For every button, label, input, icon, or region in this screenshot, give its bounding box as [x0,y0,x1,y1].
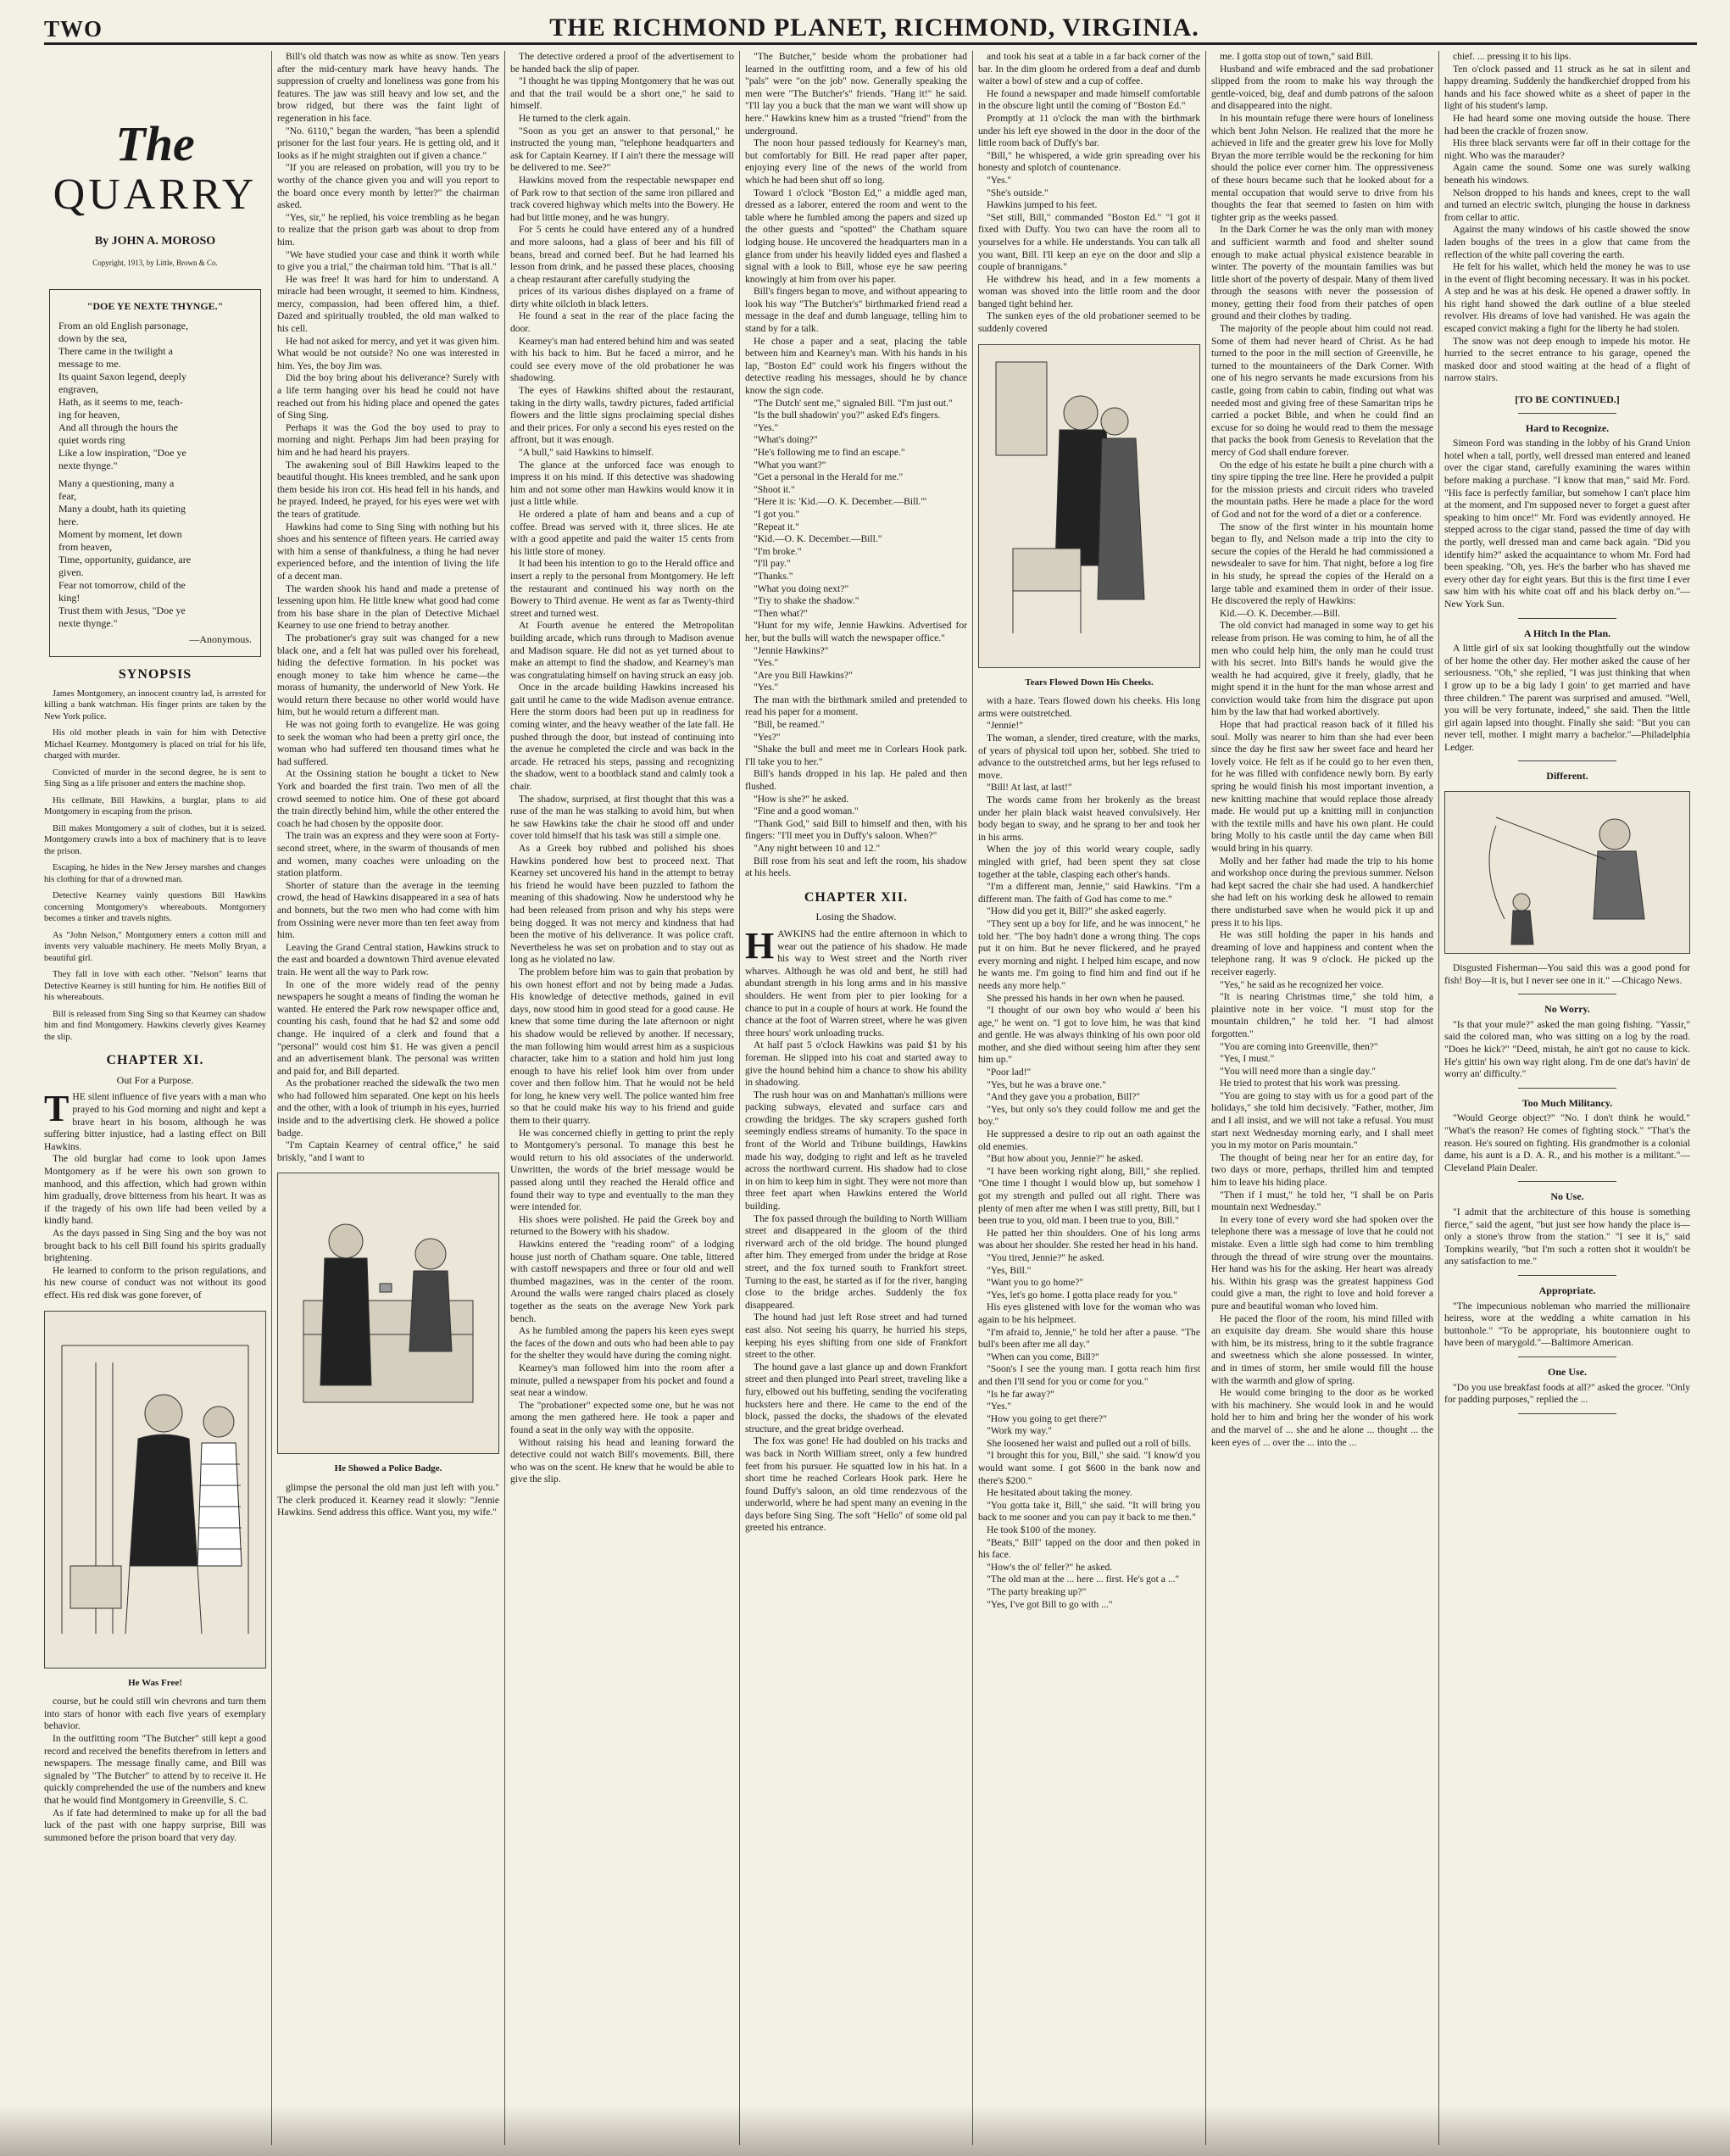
paragraph: In the outfitting room "The Butcher" still kept a good record and received the benefits therefrom in letters and newspapers. The message finally came, and Bill was signaled by "The Butcher" to attend by to receive it. He quickly comprehended the use of the numbers and knew that he would find Montgomery in Greenville, S. C. [44,1732,266,1806]
paragraph: Bill rose from his seat and left the room, his shadow at his heels. [745,855,967,879]
paragraph: Bill is released from Sing Sing so that Kearney can shadow him and find Montgomery. Hawkins cleverly gives Kearney the slip. [44,1009,266,1042]
paragraph: "Yes." [754,682,779,694]
paragraph: "I'm Captain Kearney of central office," he said briskly, "and I want to [277,1139,499,1163]
paragraph: Hawkins entered the "reading room" of a lodging house just north of Chatham square. One table, littered with castoff newspapers and three or four old and well thumbed magazines, was in the center of the room. Around the walls were ranged chairs placed as closely together as the seats on the average New York park bench. [510,1239,734,1324]
paragraph: "You will need more than a single day." [1220,1065,1376,1077]
poem-line: Its quaint Saxon legend, deeply [58,370,186,383]
paragraph: In one of the more widely read of the penny newspapers he sought a means of finding the woman he wanted. He entered the Park row newspaper office and, counting his cash, found that he had $2 and some odd change. He inquired of a clerk and found that a "personal" would cost him $1. He was given a pencil and an advertisement blank. The personal was written and paid for, and Bill departed. [277,978,499,1077]
paragraph: "Bill! At last, at last!" [987,782,1072,794]
paragraph: "The Dutch' sent me," signaled Bill. "I'm just out." [754,397,953,409]
paragraph: The woman, a slender, tired creature, with the marks, of years of physical toil upon her, sobbed. She tried to advance to the outstretched arms, but her legs refused to move. [978,733,1200,781]
paragraph: "It is nearing Christmas time," she told him, a plaintive note in her voice. "I must stop for the mountain children," he told her. "I had almost forgotten." [1211,991,1433,1039]
page-edge-shadow [0,2105,1730,2156]
paragraph: "Yes, sir," he replied, his voice trembling as he began to realize that the prison garb was about to drop from him. [277,211,499,248]
paragraph: "Want you to go home?" [987,1277,1084,1289]
short-item-text: "I admit that the architecture of this house is something fierce," said the agent, "but just see how handy the place is—only a stone's throw from the station." "I see it is," said Tompkins wearily, "but I'm such a rotten shot it wouldn't be any satisfaction to me." [1444,1206,1690,1267]
short-item-heading: Appropriate. [1538,1284,1596,1296]
poem-line: Fear not tomorrow, child of the [58,579,186,592]
paragraph: He found a seat in the rear of the place facing the door. [510,310,734,335]
paragraph: Against the many windows of his castle showed the snow laden boughs of the trees in a glow that came from the reflection of the white pall covering the earth. [1444,224,1690,260]
paragraph: me. I gotta stop out of town," said Bill. [1220,51,1373,62]
paragraph: The warden shook his hand and made a pretense of lessening upon him. He little knew what good had come from his base share in the plan of Detective Michael Kearney to use one friend to betray another. [277,582,499,632]
paragraph: Bill's fingers began to move, and without appearing to look his way "The Butcher's" birthmarked friend read a message in the deaf and dumb language, telling him to stand by for a talk. [745,286,967,335]
paragraph: Hawkins had come to Sing Sing with nothing but his shoes and his sentence of fifteen years. He carried away with him a sense of thankfulness, a thing he had never experienced before, and the intention of living the life of a decent man. [277,521,499,582]
paragraph: "Thank God," said Bill to himself and then, with his fingers: "I'll meet you in Duffy's saloon. When?" [745,817,967,842]
paragraph: He was still holding the paper in his hands and dreaming of love and happiness and content when the telephone rang. It was 9 o'clock. He picked up the receiver eagerly. [1211,929,1433,978]
serial-title: QUARRY [53,170,258,219]
poem-line: Hath, as it seems to me, teach- [58,396,183,409]
short-item-heading: No Use. [1550,1190,1584,1203]
paragraph: "I brought this for you, Bill," she said. "I know'd you would want some. I got $600 in the bank now and there's $200." [978,1450,1200,1486]
paragraph: The fox passed through the building to North William street and disappeared in the gloom of the third riverward arch of the old bridge. The hound plunged after him. They emerged from under the bridge at Rose street, and the fox turned south to Frankfort street. Turning to the east, he started as if for the river, hanging close to the bridge arches. Suddenly the fox disappeared. [745,1212,967,1311]
paragraph: "And they gave you a probation, Bill?" [987,1091,1141,1103]
paragraph: Without raising his head and leaning forward the detective could not watch Bill's movements. Bill, there who was on the scent. He knew that he would be able to give the slip. [510,1436,734,1485]
paragraph: "The party breaking up?" [987,1586,1087,1597]
prison-scene-illustration [45,1312,265,1668]
paragraph: Shorter of stature than the average in the teeming crowd, the head of Hawkins disappeared in a sea of hats and bonnets, but the two men who had come with him from Ossining were never more than ten feet away from him. [277,879,499,941]
paragraph: "Yes." [987,174,1012,186]
fisherman-cartoon [1444,791,1690,954]
paragraph: "Yes?" [754,731,781,743]
paragraph: He withdrew his head, and in a few moments a woman was shoved into the little room and the door banged tight behind her. [978,273,1200,309]
column-1 [44,51,266,2145]
paragraph: At the Ossining station he bought a ticket to New York and boarded the first train. Two men of all the crowd seemed to notice him. One of these got aboard the train directly behind him, while the other entered the coach he had chosen by the opposite door. [277,768,499,829]
paragraph: Hawkins jumped to his feet. [987,199,1098,211]
column-5-text-bottom [978,695,1200,1611]
paragraph: "Jennie!" [987,720,1023,732]
paragraph: "The old man at the ... here ... first. He's got a ..." [987,1574,1180,1585]
poem-line: And all through the hours the [58,421,178,434]
paragraph: "Yes, I must." [1220,1053,1275,1065]
illustration-caption-1: He Was Free! [128,1677,182,1688]
poem-line: From an old English parsonage, [58,320,188,332]
paragraph: "Then what?" [754,607,808,619]
paragraph: "You gotta take it, Bill," she said. "It will bring you back to me sooner and you can pay it back to me then." [978,1499,1200,1524]
paragraph: "He's following me to find an escape." [754,447,905,458]
poem-line: nexte thynge." [58,617,118,630]
poem-line: Many a questioning, many a [58,477,175,490]
paragraph: "No. 6110," began the warden, "has been a splendid prisoner for the last four years. He is getting old, and it looks as if he might straighten out if given a chance." [277,125,499,161]
poem-line: Trust them with Jesus, "Doe ye [58,604,186,617]
paragraph: At Fourth avenue he entered the Metropolitan building arcade, which runs through to Madison avenue and Madison square. He did not as yet turned about to make an attempt to find the shadow, and Kearney's man was congratulating himself on having struck an easy job. [510,620,734,681]
paragraph: As if fate had determined to make up for all the bad luck of the past with one happy surprise, Bill was summoned before the prison board that very day. [44,1807,266,1843]
paragraph: Leaving the Grand Central station, Hawkins struck to the east and boarded a downtown Third avenue elevated train. He went all the way to Park row. [277,941,499,978]
column-rule [271,51,272,2145]
column-6-text [1211,51,1433,1449]
poem-line: here. [58,515,79,528]
paragraph: "Hunt for my wife, Jennie Hawkins. Advertised for her, but the bulls will watch the newspaper office." [745,620,967,643]
paragraph: Convicted of murder in the second degree, he is sent to Sing Sing as a life prisoner and enters the machine shop. [44,767,266,789]
paragraph: chief. ... pressing it to his lips. [1453,51,1571,62]
chapter-12-text [745,1039,967,1535]
poem-line: message to me. [58,358,121,370]
paragraph: He suppressed a desire to rip out an oath against the old enemies. [978,1128,1200,1152]
illustration-caption-3: Tears Flowed Down His Cheeks. [1025,677,1154,688]
poem-box [49,289,261,657]
paragraph: Bill's old thatch was now as white as snow. Ten years after the mid-century mark have heavy hands. The suppression of cruelty and loneliness was gone from his features. The jaw was still heavy and low set, and the brow ridged, but there was the faint light of regeneration in his face. [277,51,499,124]
paragraph: "Thanks." [754,570,793,582]
paragraph: As "John Nelson," Montgomery enters a cotton mill and invents very valuable machinery. He meets Molly Bryan, a beautiful girl. [44,930,266,963]
paragraph: "Any night between 10 and 12." [754,843,881,854]
paragraph: "Then if I must," he told her, "I shall be on Paris mountain next Wednesday." [1211,1189,1433,1213]
paragraph: The noon hour passed tediously for Kearney's man, but comfortably for Bill. He read paper after paper, enjoying every line of the news of the world from which he had been shut off so long. [745,137,967,186]
illustration-he-was-free [44,1311,266,1669]
paragraph: The thought of being near her for an entire day, for two days or more, perhaps, thrilled him and tempted him to leave his hiding place. [1211,1151,1433,1189]
paragraph: He patted her thin shoulders. One of his long arms was about her shoulder. She rested her head in his hand. [978,1227,1200,1251]
column-3-text [510,51,734,1486]
page-number: TWO [44,16,103,42]
paragraph: In the Dark Corner he was the only man with money and sufficient warmth and food and shelter sound enough to make actual physical existence bearable in winter. The poverty of the mountain families was but little short of the poverty of despair. Many of them lived through the seasons with never the possession of money, getting their food from their patches of open ground and their clothes by trading. [1211,224,1433,322]
paragraph: Molly and her father had made the trip to his home and workshop once during the previous summer. Nelson had kept sacred the chair she had used. A handkerchief she had left on his working desk he allowed to remain there undisturbed save when he would pick it up and press it to his lips. [1211,855,1433,928]
poem-line: Time, opportunity, guidance, are [58,554,192,566]
paragraph: "She's outside." [987,187,1049,198]
paragraph: For 5 cents he could have entered any of a hundred and more saloons, had a glass of beer and his fill of beans, bread and corned beef. But he had learned his lesson from drink, and he passed these places, choosing a cheap restaurant after carefully studying the [510,224,734,285]
paragraph: "Yes, but he was a brave one." [987,1078,1106,1090]
paragraph: The snow of the first winter in his mountain home began to fly, and Nelson made a trip into the city to secure the copies of the Herald he had commissioned a newsdealer to save for him. That night, before a log fire in his study, he spread the copies of the Herald on a large table and examined them in order of their issue. He discovered the reply of Hawkins: [1211,521,1433,607]
paragraph: When the joy of this world weary couple, sadly mingled with grief, had been spent they sat close together at the table, clasping each other's hands. [978,844,1200,880]
paragraph: The old burglar had come to look upon James Montgomery as if he were his own son grown to manhood, and this affection, which had grown within him gradually, drove bitterness from his heart. It was as if the tragedy of his own life had been veiled by a kindly hand. [44,1153,266,1227]
poem-title: "DOE YE NEXTE THYNGE." [86,300,224,313]
paragraph: He was concerned chiefly in getting to print the reply to Montgomery's personal. To manage this best he would return to his old associates of the underworld. Unwritten, the words of the brief message would be passed along until they reached the Herald office and found their way to type and eventually to the man they were intended for. [510,1127,734,1213]
paragraph: Nelson dropped to his hands and knees, crept to the wall and turned an electric switch, plunging the house in darkness from cellar to attic. [1444,187,1690,223]
column-rule [1438,51,1439,2145]
byline: By JOHN A. MOROSO [94,235,216,248]
paragraph: "Get a personal in the Herald for me." [754,471,904,483]
column-5-text-top [978,51,1200,336]
paragraph: "Yes, but only so's they could follow me and get the boy." [978,1103,1200,1128]
short-item-text: "The impecunious nobleman who married the millionaire heiress, wore at the wedding a white carnation in his buttonhole." "To be appropriate, his boutonniere ought to have been of marygold."—Baltimore American. [1444,1300,1690,1349]
drop-cap: H [745,924,775,967]
paragraph: "Repeat it." [754,521,799,532]
paragraph: "Jennie Hawkins?" [754,644,829,656]
paragraph: The old convict had managed in some way to get his release from prison. He was coming to him, he of all the men who could help him, the only man he could trust with his secret. Into Bill's hands he would give the wealth he had acquired, give it freely, gladly, that he might spend it in the hunt for the man whose arrest and conviction would take from him the disgrace put upon him by the law that had worked abortively. [1211,620,1433,718]
paragraph: The hound had just left Rose street and had turned east also. Not seeing his quarry, he hurried his steps, keeping his eyes shifting from one side of Frankfort street to the other. [745,1312,967,1361]
paragraph: He found a newspaper and made himself comfortable in the obscure light until the coming of "Boston Ed." [978,87,1200,112]
paragraph: On the edge of his estate he built a pine church with a tiny spire tipping the tree line. Here he provided a pulpit for the mission priests and circuit riders who traveled the mountain paths. Here he made a place for the word of God and not for the word of a diet or a conference. [1211,459,1433,520]
chapter-11-text [44,1153,266,1301]
column-4-text [745,51,967,880]
column-5 [978,51,1200,2145]
column-rule [1205,51,1206,2145]
paragraph: Escaping, he hides in the New Jersey marshes and changes his clothing for that of a drowned man. [44,863,266,884]
paragraph: He would come bringing to the door as he worked with his machinery. She would look in and he would hold her to him and bring her the wonder of his work and the marvel of ... she and he alone ... thought ... the keen eyes of ... over the ... into the ... [1211,1387,1433,1448]
poem-line: quiet words ring [58,434,125,447]
paragraph: "Bill," he whispered, a wide grin spreading over his honesty and splotch of countenance. [978,149,1200,174]
column-7 [1444,51,1690,2145]
paragraph: "Work my way." [987,1425,1053,1437]
poem-line: ing for heaven, [58,409,120,421]
paragraph: course, but he could still win chevrons and turn them into stars of honor with each five years of exemplary behavior. [44,1696,266,1732]
paragraph: The fox was gone! He had doubled on his tracks and was back in North William street, only a few hundred feet from his pursuer. He squatted low in his hat. In a short time he reached Corlears Hook park. Here he found Duffy's saloon, an old time rendezvous of the underworld, where he had spent many an evening in the days before Sing Sing. The soft "Hello" of some old pal greeted his entrance. [745,1435,967,1534]
paragraph: "Soon's I see the young man. I gotta reach him first and then I'll send for you or come for you." [978,1363,1200,1387]
paragraph: The hound gave a last glance up and down Frankfort street and then plunged into Pearl street, traveling like a fury, elbowed out his buffeting, sending the vociferating hucksters here and there. He came to the end of the block, passed the docks, the shadows of the elevated structure, and the great bridge overhead. [745,1361,967,1435]
paragraph: "Yes." [754,657,779,669]
paragraph: He took $100 of the money. [987,1524,1097,1536]
paragraph: "How's the ol' feller?" he asked. [987,1561,1113,1573]
paragraph: Kearney's man had entered behind him and was seated with his back to him. But he faced a mirror, and he could see every move of the old probationer he was shadowing. [510,335,734,384]
short-item-text: "Would George object?" "No. I don't think he would." "What's the reason? He comes of fighting stock." "That's the reason. He's soured on fighting. His grandmother is a colonial dame, his aunt is a D. A. R., and his mother is a militant."—Cleveland Plain Dealer. [1444,1112,1690,1173]
short-item-text: "Do you use breakfast foods at all?" asked the grocer. "Only for padding purposes," replied the ... [1444,1381,1690,1406]
paragraph: The "probationer" expected some one, but he was not among the men gathered here. He took a paper and found a seat in the only way with the opposite. [510,1399,734,1435]
paragraph: "What you doing next?" [754,582,849,594]
paragraph: The shadow, surprised, at first thought that this was a ruse of the man he was stalking to avoid him, but when he saw Hawkins take the chair he stood off and under cover told himself that his task was still a simple one. [510,793,734,842]
paragraph: As the days passed in Sing Sing and the boy was not brought back to his cell Bill found his spirits gradually brightening. [44,1228,266,1264]
paragraph: As a Greek boy rubbed and polished his shoes Hawkins pondered how best to proceed next. That Kearney set uncovered his hand in the attempt to betray his friend he would have been puzzled to fathom the meaning of this shadowing. Now he understood why he had been released from prison and why his steps were being dogged. It was not mercy and kindness that had been the motive of his deliverance. It was police craft. Nevertheless he was set on probation and to stay out as long as he violated no law. [510,843,734,966]
paragraph: "Set still, Bill," commanded "Boston Ed." "I got it fixed with Duffy. You two can have the room all to yourselves for a while. He understands. You can talk all you want, Bill. I'll keep an eye on the door and slip a couple of brannigans." [978,211,1200,273]
short-item-text: Simeon Ford was standing in the lobby of his Grand Union hotel when a tall, portly, well dressed man entered and leaned over the cigar stand, carefully examining the wares within before making a purchase. "I know that man," said Mr. Ford. "His face is perfectly familiar, but somehow I can't place him at the moment, and I'm supposed never to forget a guest after speaking to him once!" Mr. Ford was evidently annoyed. He stepped across to the cigar stand, passed the time of day with the portly, well dressed man and came back again. "Did you identify him?" asked the acquaintance to whom Mr. Ford had been speaking. "Oh, yes. He's the barber who has shaved me every other day for eight years. But this is the first time I ever saw him with his white coat off and his black derby on."—New York Sun. [1444,437,1690,610]
paragraph: His cellmate, Bill Hawkins, a burglar, plans to aid Montgomery in escaping from the prison. [44,795,266,817]
paragraph: "Yes," he said as he recognized her voice. [1220,978,1384,990]
paragraph: Detective Kearney vainly questions Bill Hawkins concerning Montgomery's whereabouts. Montgomery becomes a tinker and travels nights. [44,891,266,924]
embrace-scene-illustration [979,345,1199,667]
chapter-11-subheading: Out For a Purpose. [116,1073,194,1086]
short-item-text: A little girl of six sat looking thoughtfully out the window of her home the other day. Her mother asked the cause of her seriousness. "Oh," she replied, "I was just thinking that when I grow up to be a big lady I goin' to get married and have three children." The parent was surprised and amused. "Well, you will be very fortunate, indeed," she said. Then the little girl again lapsed into thought. Finally she said: "But you can never tell, mother. I might marry a bachelor."—Philadelphia Ledger. [1444,643,1690,753]
poem-line: fear, [58,490,77,503]
paragraph: Kearney's man followed him into the room after a minute, pulled a newspaper from his pocket and found a seat near a window. [510,1362,734,1399]
paragraph: "They sent up a boy for life, and he was innocent," he told her. "The boy hadn't done a wrong thing. The cops put it on him. But he never flickered, and he prayed every morning and night. I helped him escape, and now he wants me. I'm going to find him and find out if he needs any more help." [978,917,1200,991]
paragraph: The snow was not deep enough to impede his motor. He hurried to the secret entrance to his garage, opened the masked door and stood waiting at the head of a flight of narrow stairs. [1444,335,1690,384]
newspaper-title: THE RICHMOND PLANET, RICHMOND, VIRGINIA. [549,14,1199,42]
chapter-11-first-paragraph: HE silent influence of five years with a man who prayed to his God morning and night and kept a brave heart in his bosom, although he was suffering bitter injustice, had a lasting effect on Bill Hawkins. [44,1091,266,1152]
paragraph: He tried to protest that his work was pressing. [1220,1078,1400,1089]
paragraph: and took his seat at a table in a far back corner of the bar. In the dim gloom he ordered from a deaf and dumb waiter a bowl of stew and a cup of coffee. [978,51,1200,87]
short-item-text: "Is that your mule?" asked the man going fishing. "Yassir," said the colored man, who was sitting on a log by the road. "Does he kick?" "Deed, mistah, he ain't got no cause to kick. He's gittin' his own way right along. I'm de one dat's havin' de worry an' difficulty." [1444,1018,1690,1080]
paragraph: Hawkins moved from the respectable newspaper end of Park row to that section of the same iron pillared and track covered highway which melts into the Bowery. He had but little money, and he was hungry. [510,174,734,223]
paragraph: Hope that had practical reason back of it filled his soul. Molly was nearer to him than she had ever been since the day he first saw her sweet face and heard her lovely voice. He felt as if he could go to her even then, for he was filled with confidence newly born. By early spring he would finish his most important invention, a new knitting machine that would replace those already made. He would put up a knitting mill in conjunction with the textile mills and have his own plant. He could bring Molly to his castle until the day came when Bill would bring in his quarry. [1211,719,1433,854]
paragraph: He hesitated about taking the money. [987,1487,1132,1499]
paragraph: "Yes." [987,1401,1012,1412]
paragraph: Ten o'clock passed and 11 struck as he sat in silent and happy dreaming. Suddenly the handkerchief dropped from his hands and his face showed white as a sheet of paper in the light of his student's lamp. [1444,63,1690,112]
paragraph: They fall in love with each other. "Nelson" learns that Detective Kearney is still hunting for him. He notifies Bill of his whereabouts. [44,970,266,1003]
paragraph: He had heard some one moving outside the house. There had been the crackle of frozen snow. [1444,112,1690,136]
paragraph: The detective ordered a proof of the advertisement to be handed back the slip of paper. [510,51,734,75]
short-item-heading: Too Much Militancy. [1521,1096,1613,1109]
paragraph: Again came the sound. Some one was surely walking beneath his windows. [1444,162,1690,186]
paragraph: "Poor lad!" [987,1067,1032,1078]
paragraph: "I have been working right along, Bill," she replied. "One time I thought I would blow up, but somehow I got my strength and pulled out all right. There was plenty of men after me when I was still pretty, Bill, but I been true to you, old man. I been true to you, Bill." [978,1165,1200,1227]
paragraph: She pressed his hands in her own when he paused. [987,992,1185,1004]
short-item-heading: A Hitch In the Plan. [1523,627,1611,639]
paragraph: "How you going to get there?" [987,1412,1107,1424]
paragraph: He chose a paper and a seat, placing the table between him and Kearney's man. With his hands in his lap, "Boston Ed" could work his fingers without the detective reading his messages, should he by chance know the sign code. [745,335,967,397]
poem-line: Many a doubt, hath its quieting [58,503,186,515]
paragraph: Toward 1 o'clock "Boston Ed," a middle aged man, dressed as a laborer, entered the room and went to the table where he fumbled among the papers and sized up the other guests and "spotted" the Chatham square lodging house. He uncovered the headquarters man in a glance from under his heavily lidded eyes and flashed a signal with a look to Bill, whose eye he saw peering knowingly at him from over his paper. [745,187,967,285]
paragraph: "I'm broke." [754,545,802,557]
short-item-heading: No Worry. [1544,1003,1590,1016]
column-6 [1211,51,1433,2145]
serial-title-the: The [115,116,195,171]
paragraph: "Shoot it." [754,483,795,495]
paragraph: "Try to shake the shadow." [754,595,859,607]
paragraph: Promptly at 11 o'clock the man with the birthmark under his left eye showed in the door in the door of the little room back of Duffy's bar. [978,112,1200,149]
paragraph: It had been his intention to go to the Herald office and insert a reply to the personal from Montgomery. He left the restaurant and continued his way north on the Bowery to Third avenue. He went as far as Twenty-third street and turned west. [510,558,734,619]
paragraph: "Here it is: 'Kid.—O. K. December.—Bill.'" [754,496,927,508]
paragraph: "How is she?" he asked. [754,793,849,805]
paragraph: His shoes were polished. He paid the Greek boy and returned to the Bowery with his shadow. [510,1213,734,1238]
paragraph: His three black servants were far off in their cottage for the night. Who was the marauder? [1444,137,1690,161]
paragraph: "You are coming into Greenville, then?" [1220,1040,1378,1052]
poem-line: Like a low inspiration, "Doe ye [58,447,186,460]
short-item-heading: Hard to Recognize. [1525,421,1610,434]
paragraph: Once in the arcade building Hawkins increased his gait until he came to the wide Madison avenue entrance. Here the storm doors had been put up in readiness for coming winter, and the heavy weather of the late fall. He pushed through the door, but instead of continuing into the avenue he completed the circle and was back in the arcade. He retraced his steps, passing and recognizing the shadow, went to a bootblack stand and calmly took a chair. [510,682,734,793]
paragraph: The train was an express and they were soon at Forty-second street, where, in the swarm of thousands of men and women, many coaches were unloading on the station platform. [277,830,499,879]
poem-line: nexte thynge." [58,460,118,472]
paragraph: "You tired, Jennie?" he asked. [987,1251,1105,1263]
paragraph: "Is he far away?" [987,1388,1054,1400]
paragraph: "You are going to stay with us for a good part of the holidays," she told him decisively. "Father, mother, Jim and I all insist, and we will not take a refusal. You must start next Wednesday morning early, and I shall meet you in my motor on Paris mountain." [1211,1089,1433,1151]
paragraph: He was not going forth to evangelize. He was going to seek the woman who had been a pretty girl once, the woman who had suffered ten thousand times what he had suffered. [277,719,499,767]
paragraph: "When can you come, Bill?" [987,1351,1099,1362]
paragraph: "I got you." [754,508,800,520]
illustration-police-badge [277,1173,499,1454]
poem-line: There came in the twilight a [58,345,173,358]
synopsis-heading: SYNOPSIS [118,667,192,682]
paragraph: "But how about you, Jennie?" he asked. [987,1153,1143,1165]
paragraph: "If you are released on probation, will you try to be worthy of the chance given you and will you report to the board once every month by letter?" the chairman asked. [277,162,499,211]
poem-author: —Anonymous. [189,633,252,646]
paragraph: with a haze. Tears flowed down his cheeks. His long arms were outstretched. [978,695,1200,719]
short-item-heading: One Use. [1548,1365,1587,1378]
paragraph: Perhaps it was the God the boy used to pray to morning and night. Perhaps Jim had been praying for him and he had heard his prayers. [277,421,499,458]
paragraph: He ordered a plate of ham and beans and a cup of coffee. Bread was served with it, three slices. He ate with a good appetite and paid the waiter 15 cents from his little store of money. [510,508,734,557]
column-rule [739,51,740,2145]
paragraph: At half past 5 o'clock Hawkins was paid $1 by his foreman. He slipped into his coat and started away to give the hound behind him a chance to show his ability in shadowing. [745,1039,967,1089]
copyright-notice: Copyright, 1913, by Little, Brown & Co. [92,258,218,267]
paragraph: "Bill, be reamed." [754,719,825,731]
column-4 [745,51,967,2145]
paragraph: "Fine and a good woman." [754,805,859,817]
paragraph: As he fumbled among the papers his keen eyes swept the faces of the down and outs who had been able to pay for the shelter they would have during the coming night. [510,1325,734,1362]
paragraph: "What's doing?" [754,434,818,446]
poem-line: from heaven, [58,541,113,554]
paragraph: In his mountain refuge there were hours of loneliness which bent John Nelson. He realized that the more he achieved in life and the greater grew his love for Molly Bryan the more terrible would be the reckoning for him should the police ever corner him. The oppressiveness of these hours became such that he looked about for a mental occupation that would serve to drive from his thoughts the fear that seemed to fasten on him with tighter grip as the weeks passed. [1211,112,1433,223]
paragraph: prices of its various dishes displayed on a frame of dirty white oilcloth in black letters. [510,286,734,309]
paragraph: As the probationer reached the sidewalk the two men who had followed him separated. One kept on his heels and the other, with a look of triumph in his eyes, hurried inside and to the advertising clerk. He showed a police badge. [277,1078,499,1139]
paragraph: His eyes glistened with love for the woman who was again to be his helpmeet. [978,1301,1200,1325]
paragraph: "Shake the bull and meet me in Corlears Hook park. I'll take you to her." [745,744,967,767]
paragraph: He felt for his wallet, which held the money he was to use in the event of flight becoming necessary. It was in his pocket. A step and he was at his desk. He opened a drawer softly. In his right hand showed the dark outline of a blue steeled revolver. His dreams of love had vanished. He was again the escaped convict making a fight for the liberty he had stolen. [1444,261,1690,335]
chapter-12-first-paragraph: AWKINS had the entire afternoon in which to wear out the patience of his shadow. He made his way to West street and the North river wharves. Although he was old and bent, he still had abundant strength in his long arms and in his massive shoulders. He went from pier to pier looking for a chance to put in a couple of hours at work. He found the chance at the foot of Warren street, where he was given three hours' work unloading trucks. [745,928,967,1039]
paragraph: "What you want?" [754,459,826,471]
paragraph: "We have studied your case and think it worth while to give you a trial," the chairman told him. "That is all." [277,248,499,273]
illustration-tears [978,344,1200,668]
paragraph: "Yes, I've got Bill to go with ..." [987,1598,1113,1610]
paragraph: She loosened her waist and pulled out a roll of bills. [987,1437,1192,1449]
paragraph: Bill makes Montgomery a suit of clothes, but it is seized. Montgomery crawls into a box of machinery that is to leave the prison. [44,823,266,856]
column-2-tail: glimpse the personal the old man just left with you." The clerk produced it. Kearney read it slowly: "Jennie Hawkins. Send address this office. Want you, my wife." [277,1482,499,1518]
paragraph: "I'm a different man, Jennie," said Hawkins. "I'm a different man. The faith of God has come to me." [978,881,1200,905]
paragraph: The glance at the unforced face was enough to impress it on his mind. If this detective was shadowing him and not some other man Hawkins would know it in just a little while. [510,459,734,508]
chapter-12-heading: CHAPTER XII. [804,889,909,905]
paragraph: The words came from her brokenly as the breast under her plain black waist heaved convulsively. Her body began to sway, and he sprang to her and took her in his arms. [978,794,1200,843]
paragraph: "Is the bull shadowin' you?" asked Ed's fingers. [754,409,941,421]
column-7-text [1444,51,1690,385]
paragraph: The sunken eyes of the old probationer seemed to be suddenly covered [978,310,1200,335]
poem-line: given. [58,566,84,579]
column-2 [277,51,499,2145]
paragraph: He paced the floor of the room, his mind filled with an exquisite day dream. She would share this house with him, be its mistress, bring to it the subtle fragrance and sweetness which she alone possessed. In winter, and in times of storm, her smile would fill the house with the warmth and glow of spring. [1211,1312,1433,1386]
paragraph: His old mother pleads in vain for him with Detective Michael Kearney. Montgomery is placed on trial for his life, charged with murder. [44,728,266,761]
column-rule [504,51,505,2145]
chapter-12-subheading: Losing the Shadow. [815,911,897,923]
poem-line: king! [58,592,81,604]
paragraph: The eyes of Hawkins shifted about the restaurant, taking in the dirty walls, tawdry pictures, faded artificial flowers and the little signs proclaiming special dishes and their prices. For only a second his eyes rested on the affront, but it was enough. [510,385,734,446]
column-rule [972,51,973,2145]
synopsis-text [44,688,266,1044]
paragraph: "Beats," Bill" tapped on the door and then poked in his face. [978,1536,1200,1561]
cartoon-caption: Disgusted Fisherman—You said this was a good pond for fish! Boy—It is, but I never see one in it." —Chicago News. [1444,962,1690,986]
short-item-heading: Different. [1546,770,1588,783]
poem-line: Moment by moment, let down [58,528,182,541]
paragraph: Bill's hands dropped in his lap. He paled and then flushed. [745,768,967,793]
paragraph: The problem before him was to gain that probation by his own honest effort and not by being made a Judas. His knowledge of detective methods, gained in evil days, now stood him in good stead for a good cause. He knew that some time during the late afternoon or night his shadow would be relieved by another. If necessary, the man following him would arrest him as a suspicious character, take him to a station and hold him just long enough to have his relief look him over from under cover and then follow him. That he would not be held for long, he knew very well. The police wanted him free so that he could make his way to his friend and guide them to their quarry. [510,966,734,1127]
poem-lines [58,320,252,630]
poem-line: down by the sea, [58,332,127,345]
paragraph: The majority of the people about him could not read. Some of them had never heard of Christ. As he had turned to the poor in the mill section of Greenville, he turned to the mountaineers of the Dark Corner. With one of his negro servants he made excursions from his castle, going from cabin to cabin, finding out what was needed most and giving free of these Samaritan trips he carried a pocket Bible, and when he could find an excuse for so doing he would read to them the message that packs the book from Genesis to Revelation that the mercy of God shall endure forever. [1211,323,1433,458]
poem-line: engraven, [58,383,98,396]
paragraph: "Yes." [754,421,779,433]
paragraph: He learned to conform to the prison regulations, and his new course of conduct was not without its good effect. His red disk was gone forever, of [44,1264,266,1301]
paragraph: "Soon as you get an answer to that personal," he instructed the young man, "telephone headquarters and ask for Captain Kearney. If I ain't there the message will be delivered to me. See?" [510,125,734,174]
paragraph: Kid.—O. K. December.—Bill. [1220,607,1341,619]
to-be-continued: [TO BE CONTINUED.] [1515,393,1620,406]
drop-cap: T [44,1088,70,1130]
column-2-text [277,51,499,1164]
office-scene-illustration [278,1173,498,1453]
paragraph: "Are you Bill Hawkins?" [754,669,853,681]
masthead [44,14,1697,45]
chapter-11-heading: CHAPTER XI. [106,1053,204,1068]
paragraph: Did the boy bring about his deliverance? Surely with a life term hanging over his head he could not have reached out from his hiding place and opened the gates of Sing Sing. [277,372,499,421]
paragraph: He turned to the clerk again. [519,112,631,124]
paragraph: "Yes, let's go home. I gotta place ready for you." [987,1289,1177,1301]
illustration-caption-2: He Showed a Police Badge. [334,1463,442,1474]
paragraph: "Kid.—O. K. December.—Bill." [754,533,882,545]
paragraph: "A bull," said Hawkins to himself. [519,447,654,458]
paragraph: "I'm afraid to, Jennie," he told her after a pause. "The bull's been after me all day." [978,1326,1200,1351]
paragraph: "How did you get it, Bill?" she asked eagerly. [987,905,1166,917]
paragraph: Husband and wife embraced and the sad probationer slipped from the room to make his way through the gentle-voiced, big, deaf and dumb patrons of the saloon and disappeared into the night. [1211,63,1433,112]
paragraph: The probationer's gray suit was changed for a new black one, and a felt hat was pulled over his forehead, hiding the defective formation. In his pocket was enough money to take him whence he came—the morass of humanity, the underworld of New York. He would return there because no other world would have him, but he would return a different man. [277,632,499,718]
chapter-11-continued-text [44,1696,266,1844]
paragraph: "The Butcher," beside whom the probationer had learned in the outfitting room, and a few of his old "pals" were "on the job" now. Generally speaking the men were "The Butcher's" friends. "Hang it!" he said. "I'll lay you a buck that the man we want will show up here." Hawkins knew him as a trusted "friend" from the underground. [745,51,967,136]
paragraph: He was free! It was hard for him to understand. A miracle had been wrought, it seemed to him. Kindness, mercy, compassion, had been offered him, a thief. Dazed and spiritually troubled, the old man walked to his cell. [277,273,499,335]
paragraph: In every tone of every word she had spoken over the telephone there was a message of love that he could not mistake. Even a little sigh had come to him trembling through the thread of wire strung over the mountains. Her hand was his for the asking. Her heart was already his. Within his grasp was the greatest happiness God could give a man, the right to love and hold forever a pure and beautiful woman who loved him. [1211,1213,1433,1312]
paragraph: "I thought of our own boy who would a' been his age," he went on. "I got to love him, he was that kind and gentle. He was always thinking of his own poor old mother, and she died without seeing him after they sent him up." [978,1005,1200,1066]
paragraph: He had not asked for mercy, and yet it was given him. What would be not outside? No one was interested in him. Yes, the boy Jim was. [277,335,499,371]
paragraph: The man with the birthmark smiled and pretended to read his paper for a moment. [745,694,967,718]
paragraph: "Yes, Bill." [987,1264,1032,1276]
paragraph: "I thought he was tipping Montgomery that he was out and that the trail would be a short one," he said to himself. [510,75,734,112]
paragraph: "I'll pay." [754,558,791,570]
short-items [1444,422,1690,1414]
column-3 [510,51,734,2145]
paragraph: James Montgomery, an innocent country lad, is arrested for killing a bank watchman. His finger prints are taken by the New York police. [44,688,266,721]
paragraph: The rush hour was on and Manhattan's millions were packing subways, elevated and surface cars and crowding the bridges. The sky scrapers gushed forth seemingly endless streams of humanity. To the space in front of the World and Tribune buildings, Hawkins made his way, dodging to right and left as he traveled across the northward current. His shadow had to close in on him to keep him in sight. They were not more than three feet apart when Hawkins entered the World building. [745,1089,967,1212]
paragraph: The awakening soul of Bill Hawkins leaped to the beautiful thought. His knees trembled, and he sank upon them beside his iron cot. His head fell in his hands, and he prayed. Indeed, he prayed, for his eyes were wet with the tears of gratitude. [277,459,499,520]
